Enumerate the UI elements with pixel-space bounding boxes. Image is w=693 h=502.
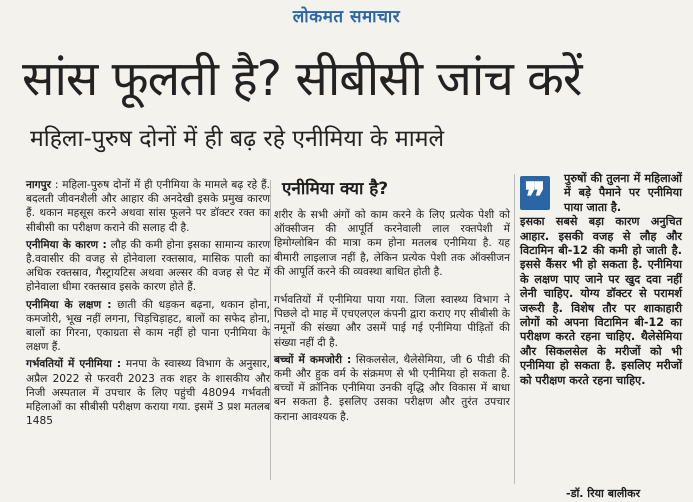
continued-paragraph: गर्भवतियों में एनीमिया पाया गया. जिला स्वास्थ्य विभाग ने पिछले दो माह में एचएलएल कंपनी द्वारा कराए गए सीबीसी के नमूनों की संख्या और उसमें पाई गई एनीमिया पीड़ितों की संख्या नहीं दी है.: [274, 294, 510, 349]
expert-quote: [520, 172, 682, 388]
intro-text: : महिला-पुरुष दोनों में ही एनीमिया के मामले बढ़ रहे हैं. बदलती जीवनशैली और आहार की अनदेखी इसके प्रमुख कारण हैं. थकान महसूस करने अथवा सांस फूलने पर डॉक्टर रक्त का सीबीसी का परीक्षण कराने की सलाह दी है.: [26, 179, 270, 234]
quote-start: पुरुषों की तुलना में महिलाओं में बड़े पैमाने पर एनीमिया पाया जाता है.: [564, 172, 682, 214]
children-text: सिकलसेल, थैलेसेमिया, जी 6 पीडी की कमी और हुक वर्म के संक्रमण से भी एनीमिया हो सकता है. बच्चों में क्रॉनिक एनीमिया उनकी वृद्धि और विकास में बाधा बन सकता है. इसलिए उसका परीक्षण और तुरंत उपचार कराना आवश्यक है.: [274, 353, 510, 423]
headline: सांस फूलती है? सीबीसी जांच करें: [22, 51, 582, 107]
article-column-2: [274, 178, 510, 427]
what-is-paragraph: शरीर के सभी अंगों को काम करने के लिए प्रत्येक पेशी को ऑक्सीजन की आपूर्ति करनेवाली लाल रक्तपेशी में हिमोग्लोबिन की मात्रा कम होना मतलब एनीमिया है. यह बीमारी लाइलाज नहीं है, लेकिन प्रत्येक पेशी तक ऑक्सीजन की आपूर्ति करने की व्यवस्था बाधित होती है.: [274, 209, 510, 278]
causes-heading: एनीमिया के कारण :: [26, 238, 107, 251]
pregnant-text: मनपा के स्वास्थ्य विभाग के अनुसार, अप्रैल 2022 से फरवरी 2023 तक शहर के शासकीय और निजी अस्पताल में उपचार के लिए पहुंची 48094 गर्भवती महिलाओं का सीबीसी परीक्षण कराया गया. इसमें 3 प्रश मतलब 1485: [26, 358, 271, 428]
causes-paragraph: [26, 238, 270, 295]
box-title: एनीमिया क्या है?: [282, 179, 389, 199]
symptoms-heading: एनीमिया के लक्षण :: [26, 298, 112, 311]
column-divider: [270, 180, 271, 480]
symptoms-text: छाती की धड़कन बढ़ना, थकान होना, कमजोरी, भूख नहीं लगना, चिड़चिड़ाहट, बालों का सफेद होना, बालों का गिरना, एकाग्रता से काम नहीं हो पाना एनीमिया के लक्षण हैं.: [26, 298, 270, 354]
pregnant-paragraph: [26, 357, 270, 428]
causes-text: लौह की कमी होना इसका सामान्य कारण है.ववासीर की वजह से होनेवाला रक्तस्राव, मासिक पाली का अधिक रक्तस्राव, गैस्ट्रायटिस अथवा अल्सर की वजह से पेट में होनेवाला धीमा रक्तस्राव इसके कारण होते हैं.: [26, 238, 271, 294]
pregnant-heading: गर्भवतियों में एनीमिया :: [26, 358, 122, 371]
masthead: लोकमत समाचार: [292, 7, 401, 27]
dateline: नागपुर: [26, 179, 51, 191]
column-divider: [514, 174, 515, 484]
children-heading: बच्चों में कमजोरी :: [274, 353, 352, 366]
quote-rest: इसका सबसे बड़ा कारण अनुचित आहार. इसकी वजह से लौह और विटामिन बी-12 की कमी हो जाती है. इससे कैंसर भी हो सकता है. एनीमिया के लक्षण पाए जाने पर खुद दवा नहीं लेनी चाहिए. योग्य डॉक्टर से परामर्श जरूरी है. विशेष तौर पर शाकाहारी लोगों को अपना विटामिन बी-12 का परीक्षण करते रहना चाहिए. थैलेसेमिया और सिकलसेल के मरीजों को भी एनीमिया हो सकता है. इसलिए मरीजों को परीक्षण करते रहना चाहिए.: [520, 215, 682, 387]
subheadline: महिला-पुरुष दोनों में ही बढ़ रहे एनीमिया के मामले: [30, 126, 445, 152]
intro-paragraph: [26, 178, 270, 235]
symptoms-paragraph: [26, 298, 270, 355]
byline: -डॉ. रिया बालीकर: [566, 487, 641, 500]
article-column-1: [26, 178, 270, 431]
quote-mark-icon: ❞: [520, 176, 550, 210]
children-paragraph: [274, 353, 510, 424]
quote-column: [520, 172, 682, 388]
